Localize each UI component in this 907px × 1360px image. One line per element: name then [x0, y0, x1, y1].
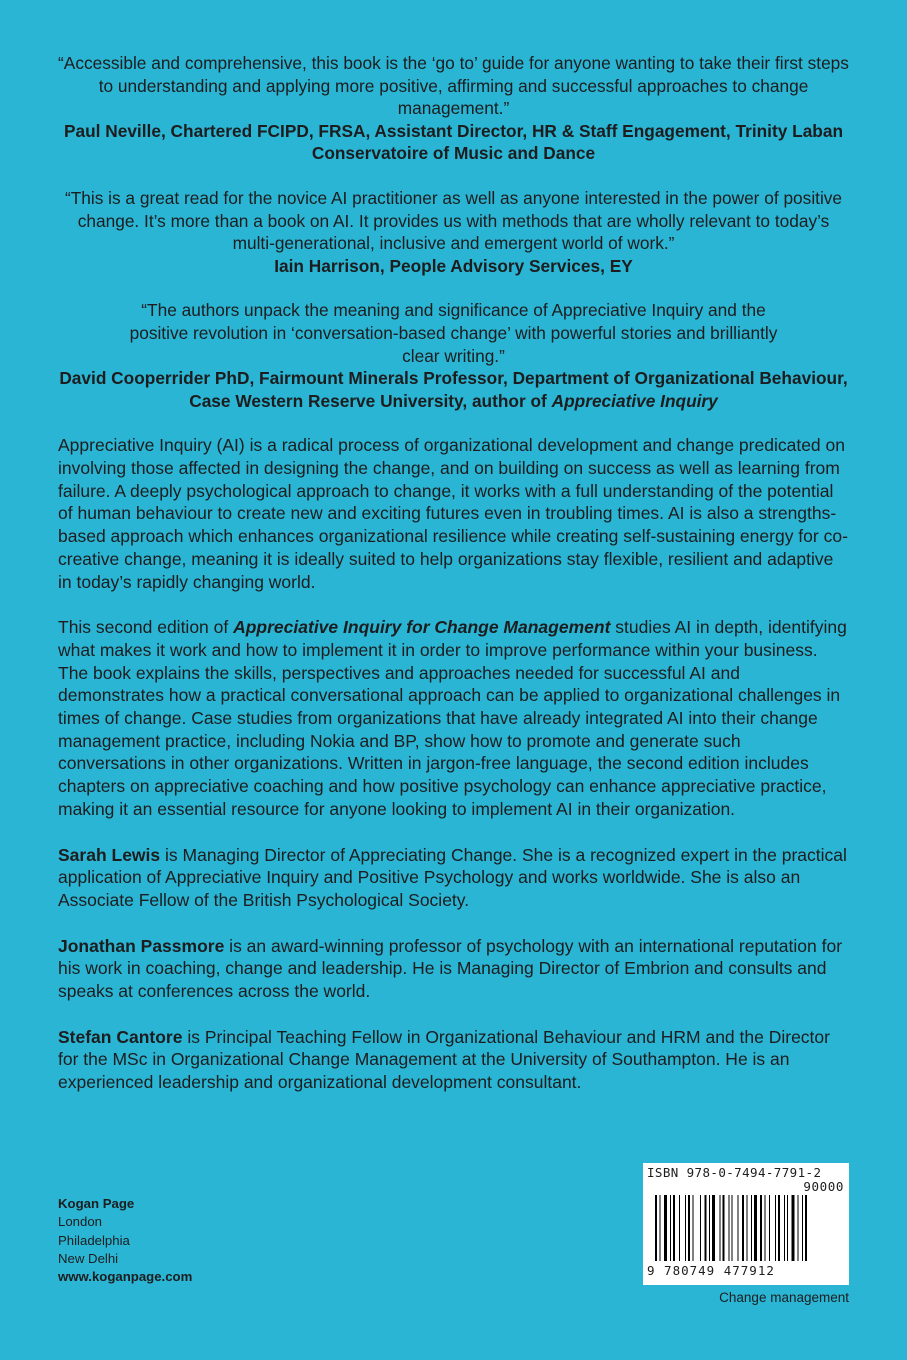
publisher-city: Philadelphia — [58, 1232, 130, 1248]
author-bio-jonathan-passmore: Jonathan Passmore is an award-winning professor of psychology with an international reputation for his work in coaching, change and leadership. He is Managing Director of Embrion and consults and speaks at conferences across the world. — [58, 935, 843, 1002]
barcode-bar — [754, 1195, 757, 1261]
quote-attribution: Paul Neville, Chartered FCIPD, FRSA, Assistant Director, HR & Staff Engagement, Trinity Laban Conservatoire of Music and Dance — [63, 120, 844, 164]
barcode-bar — [732, 1195, 733, 1261]
endorsement-quote-1 — [58, 52, 849, 165]
attribution-book-title: Appreciative Inquiry — [551, 390, 718, 411]
barcode-bar — [720, 1195, 721, 1261]
barcode-bar — [705, 1195, 707, 1261]
barcode-bar — [700, 1195, 701, 1261]
author-name: Sarah Lewis — [58, 844, 161, 865]
barcode-bar — [792, 1195, 795, 1261]
barcode-bar — [765, 1195, 766, 1261]
barcode-bar — [693, 1195, 694, 1261]
book-title: Appreciative Inquiry for Change Management — [233, 617, 611, 638]
isbn-label: ISBN 978-0-7494-7791-2 — [647, 1165, 822, 1180]
book-description — [58, 434, 849, 1094]
author-name: Stefan Cantore — [58, 1026, 183, 1047]
barcode-bar — [712, 1195, 715, 1261]
barcode-bar — [729, 1195, 730, 1261]
barcode-bar — [709, 1195, 710, 1261]
endorsement-quote-2 — [58, 187, 849, 277]
attribution-text: David Cooperrider PhD, Fairmount Minerals Professor, Department of Organizational Behaviour, Case Western Reserve University, author of — [59, 368, 848, 411]
author-name: Jonathan Passmore — [58, 935, 225, 956]
barcode-bar — [784, 1195, 785, 1261]
quote-text: “Accessible and comprehensive, this book is the ‘go to’ guide for anyone wanting to take their first steps to understanding and applying more positive, affirming and successful approaches to change management.” — [58, 53, 849, 119]
barcode-bar — [688, 1195, 690, 1261]
barcode-bar — [685, 1195, 686, 1261]
barcode-bar — [787, 1195, 788, 1261]
isbn-barcode — [643, 1163, 849, 1285]
barcode-bar — [747, 1195, 748, 1261]
barcode-bar — [805, 1195, 807, 1261]
quote-attribution — [58, 367, 849, 412]
barcode-bars — [655, 1195, 839, 1261]
publisher-city: New Delhi — [58, 1250, 119, 1266]
description-paragraph-2: This second edition of Appreciative Inquiry for Change Management studies AI in depth, identifying what makes it work and how to implement it in order to improve performance within your business. The book explains the skills, perspectives and approaches needed for successful AI and demonstrates how a practical conversational approach can be applied to organizational challenges in times of change. Case studies from organizations that have already integrated AI into their change management practice, including Nokia and BP, show how to promote and generate such conversations in other organizations. Written in jargon-free language, the second edition includes chapters on appreciative coaching and how positive psychology can enhance appreciative practice, making it an essential resource for anyone looking to implement AI in their organization. — [58, 617, 847, 819]
barcode-bar — [670, 1195, 671, 1261]
barcode-bar — [751, 1195, 752, 1261]
publisher-name: Kogan Page — [58, 1196, 135, 1211]
author-bio-sarah-lewis: Sarah Lewis is Managing Director of Appreciating Change. She is a recognized expert in the practical application of Appreciative Inquiry and Positive Psychology and works worldwide. She is also an Associate Fellow of the British Psychological Society. — [58, 844, 847, 910]
category-label: Change management — [719, 1290, 849, 1305]
barcode-bar — [802, 1195, 803, 1261]
barcode-bar — [742, 1195, 744, 1261]
quote-text: “This is a great read for the novice AI practitioner as well as anyone interested in the power of positive change. It’s more than a book on AI. It provides us with methods that are wholly relevant to today’s multi-generational, inclusive and emergent world of work.” — [64, 187, 843, 254]
barcode-bar — [723, 1195, 725, 1261]
barcode-bar — [673, 1195, 675, 1261]
barcode-bar — [778, 1195, 780, 1261]
barcode-bar — [760, 1195, 762, 1261]
description-paragraph-1: Appreciative Inquiry (AI) is a radical process of organizational development and change predicated on involving those affected in designing the change, and on building on success as well as learning from failure. A deeply psychological approach to change, it works with a full understanding of the potential of human behaviour to create new and exciting futures even in troubling times. AI is also a strengths-based approach which enhances organizational resilience while creating self-sustaining energy for co-creative change, meaning it is ideally suited to help organizations stay flexible, resilient and adaptive in today’s rapidly changing world. — [58, 435, 848, 592]
barcode-bar — [738, 1195, 739, 1261]
barcode-bar — [660, 1195, 661, 1261]
publisher-url: www.koganpage.com — [58, 1269, 193, 1285]
barcode-bar — [798, 1195, 799, 1261]
publisher-city: London — [58, 1214, 103, 1230]
barcode-bar — [655, 1195, 657, 1261]
ean-digits: 9 780749 477912 — [647, 1263, 775, 1278]
barcode-bar — [769, 1195, 770, 1261]
barcode-bar — [664, 1195, 667, 1261]
barcode-bar — [679, 1195, 680, 1261]
price-code: 90000 — [803, 1179, 844, 1194]
author-bio-stefan-cantore: Stefan Cantore is Principal Teaching Fellow in Organizational Behaviour and HRM and the Director for the MSc in Organizational Change Management at the University of Southampton. He is an experienced leadership and organizational development consultant. — [58, 1026, 830, 1093]
quote-attribution: Iain Harrison, People Advisory Services, EY — [274, 255, 633, 276]
barcode-bar — [775, 1195, 776, 1261]
endorsement-quote-3 — [58, 299, 849, 412]
quote-text: “The authors unpack the meaning and significance of Appreciative Inquiry and the positive revolution in ‘conversation-based change’ with powerful stories and brilliantly clear writing.” — [129, 300, 778, 366]
publisher-info — [58, 1195, 192, 1286]
